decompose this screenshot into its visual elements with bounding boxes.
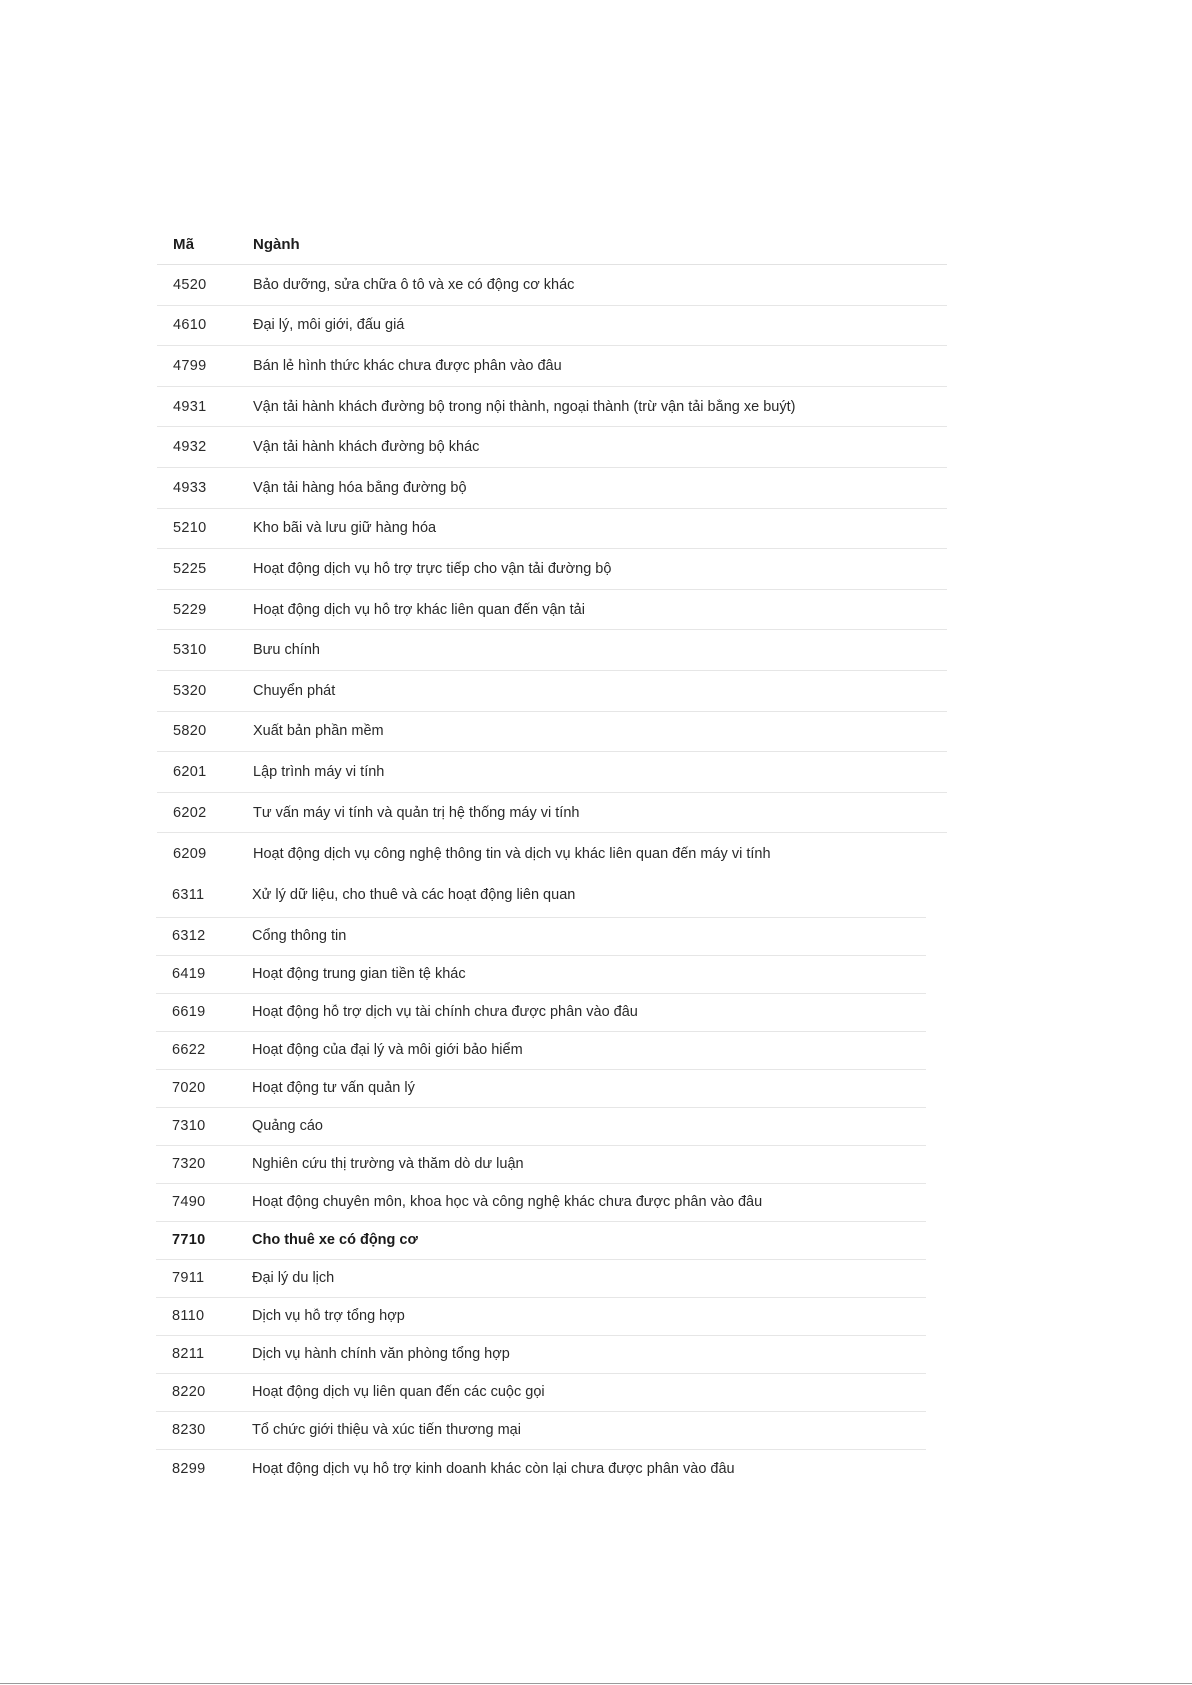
row-name: Bán lẻ hình thức khác chưa được phân vào đâu xyxy=(253,357,562,374)
table-row xyxy=(156,1450,926,1488)
row-code: 8110 xyxy=(172,1308,205,1325)
table-row xyxy=(156,994,926,1032)
row-name: Nghiên cứu thị trường và thăm dò dư luận xyxy=(252,1156,524,1173)
row-name: Tổ chức giới thiệu và xúc tiến thương mại xyxy=(252,1422,521,1439)
row-code: 4933 xyxy=(173,479,207,496)
row-name: Vận tải hàng hóa bằng đường bộ xyxy=(253,479,467,496)
row-code: 4610 xyxy=(173,317,207,334)
row-code: 8230 xyxy=(172,1422,206,1439)
table-row xyxy=(156,956,926,994)
table-row xyxy=(157,752,947,793)
row-name: Xuất bản phần mềm xyxy=(253,723,384,740)
table-row xyxy=(157,590,947,631)
row-name: Bưu chính xyxy=(253,642,320,659)
row-name: Hoạt động trung gian tiền tệ khác xyxy=(252,966,466,983)
row-name: Cổng thông tin xyxy=(252,928,347,945)
table-row xyxy=(156,1336,926,1374)
row-code: 6312 xyxy=(172,928,206,945)
header-name: Ngành xyxy=(253,235,300,253)
row-code: 5210 xyxy=(173,520,207,537)
row-name: Hoạt động hỗ trợ dịch vụ tài chính chưa được phân vào đâu xyxy=(252,1004,638,1021)
row-name: Vận tải hành khách đường bộ khác xyxy=(253,439,480,456)
table-row xyxy=(156,1184,926,1222)
table-row xyxy=(156,1412,926,1450)
table-row xyxy=(157,671,947,712)
row-code: 8299 xyxy=(172,1460,206,1477)
row-code: 7310 xyxy=(172,1118,206,1135)
table-row xyxy=(157,346,947,387)
table-row xyxy=(156,1298,926,1336)
row-code: 6202 xyxy=(173,804,207,821)
industry-code-table xyxy=(157,224,947,1488)
table-row xyxy=(156,1032,926,1070)
row-name: Hoạt động tư vấn quản lý xyxy=(252,1080,415,1097)
table-row xyxy=(157,427,947,468)
row-name: Đại lý, môi giới, đấu giá xyxy=(253,317,405,334)
table-row xyxy=(157,265,947,306)
row-name: Quảng cáo xyxy=(252,1118,323,1135)
row-code: 4799 xyxy=(173,357,207,374)
row-code: 6209 xyxy=(173,845,207,862)
table-row xyxy=(156,918,926,956)
row-name: Bảo dưỡng, sửa chữa ô tô và xe có động cơ khác xyxy=(253,276,575,293)
row-name: Hoạt động chuyên môn, khoa học và công nghệ khác chưa được phân vào đâu xyxy=(252,1194,763,1211)
row-code: 5229 xyxy=(173,601,207,618)
row-name: Hoạt động dịch vụ hỗ trợ kinh doanh khác còn lại chưa được phân vào đâu xyxy=(252,1460,735,1477)
row-code: 5320 xyxy=(173,682,207,699)
row-name: Hoạt động của đại lý và môi giới bảo hiểm xyxy=(252,1042,523,1059)
table-header xyxy=(157,224,947,265)
row-code: 7020 xyxy=(172,1080,206,1097)
row-code: 5820 xyxy=(173,723,207,740)
table-row xyxy=(157,712,947,753)
table-row xyxy=(156,1070,926,1108)
table-row xyxy=(157,387,947,428)
row-code: 8211 xyxy=(172,1346,205,1363)
row-code: 6622 xyxy=(172,1042,206,1059)
row-name: Vận tải hành khách đường bộ trong nội thành, ngoại thành (trừ vận tải bằng xe buýt) xyxy=(253,398,796,415)
row-code: 6201 xyxy=(173,763,207,780)
row-name: Dịch vụ hỗ trợ tổng hợp xyxy=(252,1308,405,1325)
table-row xyxy=(156,1260,926,1298)
table-row xyxy=(156,1374,926,1412)
table-row xyxy=(156,1146,926,1184)
row-code: 6311 xyxy=(172,887,205,904)
row-name: Hoạt động dịch vụ hỗ trợ khác liên quan đến vận tải xyxy=(253,601,585,618)
row-code: 5310 xyxy=(173,642,207,659)
table-row xyxy=(156,1222,926,1260)
row-code: 7911 xyxy=(172,1270,205,1287)
row-code: 7320 xyxy=(172,1156,206,1173)
row-code: 7710 xyxy=(172,1232,206,1249)
row-name: Cho thuê xe có động cơ xyxy=(252,1232,418,1249)
row-code: 8220 xyxy=(172,1384,206,1401)
row-name: Tư vấn máy vi tính và quản trị hệ thống máy vi tính xyxy=(253,804,580,821)
row-name: Lập trình máy vi tính xyxy=(253,763,385,780)
row-code: 4931 xyxy=(173,398,207,415)
row-code: 7490 xyxy=(172,1194,206,1211)
table-row xyxy=(157,833,947,874)
row-code: 4932 xyxy=(173,439,207,456)
row-code: 6619 xyxy=(172,1004,206,1021)
header-code: Mã xyxy=(173,235,195,253)
row-code: 5225 xyxy=(173,560,207,577)
row-name: Hoạt động dịch vụ công nghệ thông tin và dịch vụ khác liên quan đến máy vi tính xyxy=(253,845,771,862)
table-row xyxy=(157,793,947,834)
row-code: 4520 xyxy=(173,276,207,293)
table-row xyxy=(156,1108,926,1146)
row-code: 6419 xyxy=(172,966,206,983)
table-row xyxy=(156,874,926,918)
row-name: Kho bãi và lưu giữ hàng hóa xyxy=(253,520,437,537)
table-row xyxy=(157,468,947,509)
page-bottom-rule xyxy=(0,1683,1192,1684)
row-name: Hoạt động dịch vụ hỗ trợ trực tiếp cho vận tải đường bộ xyxy=(253,560,612,577)
row-name: Dịch vụ hành chính văn phòng tổng hợp xyxy=(252,1346,510,1363)
row-name: Xử lý dữ liệu, cho thuê và các hoạt động liên quan xyxy=(252,887,576,904)
table-row xyxy=(157,630,947,671)
row-name: Chuyển phát xyxy=(253,682,336,699)
table-row xyxy=(157,549,947,590)
table-row xyxy=(157,509,947,550)
table-row xyxy=(157,306,947,347)
row-name: Hoạt động dịch vụ liên quan đến các cuộc gọi xyxy=(252,1384,545,1401)
row-name: Đại lý du lịch xyxy=(252,1270,335,1287)
